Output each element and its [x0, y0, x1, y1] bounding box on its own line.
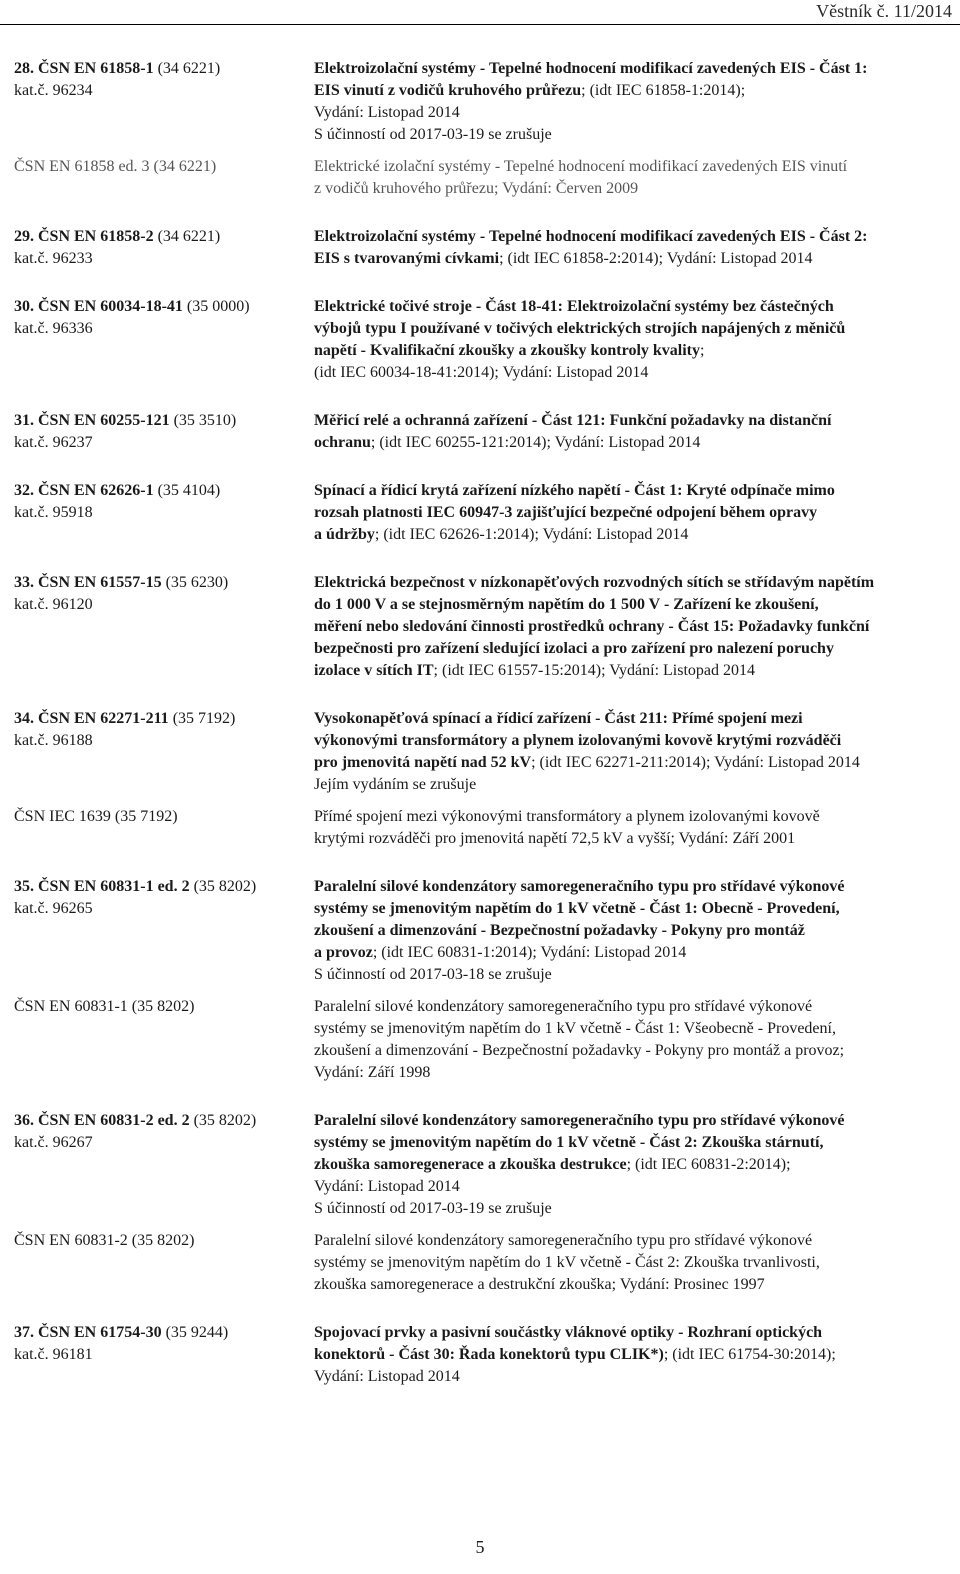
standard-entry — [14, 296, 944, 384]
text-segment: kat.č. 96265 — [14, 900, 93, 917]
text-line — [14, 572, 314, 594]
text-segment: ČSN EN 60831-2 (35 8202) — [14, 1232, 195, 1249]
text-line — [14, 806, 314, 828]
text-segment: ; — [700, 342, 705, 359]
text-segment: (34 6221) — [153, 60, 221, 77]
text-line — [14, 1110, 314, 1132]
text-line — [314, 248, 944, 270]
text-segment: ČSN EN 61858 ed. 3 (34 6221) — [14, 158, 217, 175]
header-divider — [0, 24, 960, 25]
text-segment: kat.č. 96233 — [14, 250, 93, 267]
text-line — [314, 1176, 944, 1198]
text-segment: systémy se jmenovitým napětím do 1 kV včetně - Část 2: Zkouška stárnutí, — [314, 1134, 824, 1151]
text-line — [314, 774, 944, 796]
text-line — [314, 1018, 944, 1040]
text-line — [14, 480, 314, 502]
text-line — [14, 876, 314, 898]
text-line — [314, 124, 944, 146]
standard-title — [314, 708, 944, 796]
text-segment: (35 7192) — [168, 710, 236, 727]
standard-entry — [14, 572, 944, 682]
standard-entry — [14, 226, 944, 270]
text-segment: (35 8202) — [189, 1112, 257, 1129]
text-segment: z vodičů kruhového průřezu; Vydání: Červen 2009 — [314, 180, 639, 197]
standard-title — [314, 806, 944, 850]
standard-title — [314, 410, 944, 454]
text-segment: pro jmenovitá napětí nad 52 kV — [314, 754, 532, 771]
text-line — [314, 296, 944, 318]
new-standard — [14, 58, 944, 146]
text-segment: ; (idt IEC 60831-1:2014); Vydání: Listopad 2014 — [372, 944, 687, 961]
text-segment: ČSN EN 60831-1 (35 8202) — [14, 998, 195, 1015]
text-segment: (35 9244) — [161, 1324, 229, 1341]
text-line — [314, 1110, 944, 1132]
new-standard — [14, 1322, 944, 1388]
standard-entry — [14, 58, 944, 200]
standard-title — [314, 572, 944, 682]
text-line — [314, 616, 944, 638]
standard-designation — [14, 708, 314, 796]
text-segment: kat.č. 96234 — [14, 82, 93, 99]
text-segment: kat.č. 96237 — [14, 434, 93, 451]
new-standard — [14, 296, 944, 384]
standard-entry — [14, 1322, 944, 1388]
new-standard — [14, 708, 944, 796]
text-line — [314, 964, 944, 986]
text-segment: (34 6221) — [153, 228, 221, 245]
text-line — [14, 432, 314, 454]
text-line — [314, 1154, 944, 1176]
text-segment: ; (idt IEC 61858-1:2014); — [581, 82, 746, 99]
text-line — [14, 1132, 314, 1154]
text-segment: kat.č. 96120 — [14, 596, 93, 613]
text-line — [14, 502, 314, 524]
text-segment: zkoušení a dimenzování - Bezpečnostní požadavky - Pokyny pro montáž — [314, 922, 805, 939]
text-segment: 33. ČSN EN 61557-15 — [14, 574, 162, 591]
replaced-standard — [14, 1230, 944, 1296]
standard-designation — [14, 296, 314, 384]
text-segment: Elektrické izolační systémy - Tepelné hodnocení modifikací zavedených EIS vinutí — [314, 158, 848, 175]
text-segment: (35 8202) — [189, 878, 257, 895]
text-segment: S účinností od 2017-03-19 se zrušuje — [314, 126, 552, 143]
replaced-standard — [14, 156, 944, 200]
text-segment: (35 6230) — [161, 574, 229, 591]
text-segment: Paralelní silové kondenzátory samoregeneračního typu pro střídavé výkonové — [314, 998, 813, 1015]
text-segment: napětí - Kvalifikační zkoušky a zkoušky kontroly kvality — [314, 342, 700, 359]
standard-designation — [14, 1322, 314, 1388]
text-line — [314, 752, 944, 774]
standard-designation — [14, 410, 314, 454]
text-segment: ; (idt IEC 62626-1:2014); Vydání: Listopad 2014 — [374, 526, 689, 543]
text-line — [314, 410, 944, 432]
text-line — [14, 226, 314, 248]
text-segment: kat.č. 96336 — [14, 320, 93, 337]
text-segment: Elektroizolační systémy - Tepelné hodnocení modifikací zavedených EIS - Část 2: — [314, 228, 868, 245]
text-line — [314, 524, 944, 546]
text-segment: rozsah platnosti IEC 60947-3 zajišťující bezpečné odpojení během opravy — [314, 504, 818, 521]
standard-title — [314, 1322, 944, 1388]
text-line — [14, 156, 314, 178]
text-line — [314, 1252, 944, 1274]
text-segment: 35. ČSN EN 60831-1 ed. 2 — [14, 878, 190, 895]
text-segment: Vysokonapěťová spínací a řídicí zařízení - Část 211: Přímé spojení mezi — [314, 710, 803, 727]
text-line — [314, 156, 944, 178]
new-standard — [14, 572, 944, 682]
text-segment: Paralelní silové kondenzátory samoregeneračního typu pro střídavé výkonové — [314, 1232, 813, 1249]
text-line — [314, 432, 944, 454]
text-line — [314, 942, 944, 964]
text-line — [314, 996, 944, 1018]
text-segment: 30. ČSN EN 60034-18-41 — [14, 298, 183, 315]
text-segment: 29. ČSN EN 61858-2 — [14, 228, 154, 245]
text-segment: ; (idt IEC 61858-2:2014); Vydání: Listopad 2014 — [499, 250, 813, 267]
text-segment: Vydání: Září 1998 — [314, 1064, 431, 1081]
standard-title — [314, 156, 944, 200]
text-segment: krytými rozváděči pro jmenovitá napětí 72,5 kV a vyšší; Vydání: Září 2001 — [314, 830, 796, 847]
text-line — [314, 730, 944, 752]
text-line — [314, 1366, 944, 1388]
journal-header: Věstník č. 11/2014 — [816, 1, 952, 21]
text-line — [314, 178, 944, 200]
text-line — [314, 1344, 944, 1366]
text-line — [14, 898, 314, 920]
text-line — [314, 806, 944, 828]
standard-title — [314, 480, 944, 546]
new-standard — [14, 1110, 944, 1220]
text-line — [14, 296, 314, 318]
text-line — [14, 730, 314, 752]
text-line — [314, 80, 944, 102]
text-segment: izolace v sítích IT — [314, 662, 434, 679]
text-line — [314, 502, 944, 524]
text-segment: 31. ČSN EN 60255-121 — [14, 412, 170, 429]
text-line — [314, 1230, 944, 1252]
text-segment: systémy se jmenovitým napětím do 1 kV včetně - Část 1: Všeobecně - Provedení, — [314, 1020, 836, 1037]
page-number: 5 — [475, 1537, 485, 1557]
text-segment: (idt IEC 60034-18-41:2014); Vydání: Listopad 2014 — [314, 364, 649, 381]
text-segment: zkouška samoregenerace a destrukční zkouška; Vydání: Prosinec 1997 — [314, 1276, 765, 1293]
standard-designation — [14, 226, 314, 270]
replaced-standard — [14, 996, 944, 1084]
text-line — [314, 660, 944, 682]
standard-designation — [14, 1110, 314, 1220]
text-segment: zkouška samoregenerace a zkouška destrukce — [314, 1156, 627, 1173]
standard-designation — [14, 480, 314, 546]
text-segment: výbojů typu I používané v točivých elektrických strojích napájených z měničů — [314, 320, 846, 337]
text-segment: ČSN IEC 1639 (35 7192) — [14, 808, 178, 825]
standard-designation — [14, 996, 314, 1084]
replaced-standard — [14, 806, 944, 850]
standard-title — [314, 226, 944, 270]
text-line — [314, 828, 944, 850]
text-line — [314, 102, 944, 124]
text-line — [314, 876, 944, 898]
standard-title — [314, 58, 944, 146]
standard-title — [314, 296, 944, 384]
text-segment: 37. ČSN EN 61754-30 — [14, 1324, 162, 1341]
text-line — [14, 1230, 314, 1252]
text-segment: ochranu — [314, 434, 371, 451]
text-segment: ; (idt IEC 61557-15:2014); Vydání: Listopad 2014 — [433, 662, 756, 679]
text-segment: Elektrická bezpečnost v nízkonapěťových rozvodných sítích se střídavým napětím — [314, 574, 875, 591]
text-segment: S účinností od 2017-03-18 se zrušuje — [314, 966, 552, 983]
text-segment: Vydání: Listopad 2014 — [314, 104, 460, 121]
text-segment: ; (idt IEC 62271-211:2014); Vydání: Listopad 2014 — [531, 754, 860, 771]
text-segment: Vydání: Listopad 2014 — [314, 1178, 460, 1195]
text-segment: systémy se jmenovitým napětím do 1 kV včetně - Část 1: Obecně - Provedení, — [314, 900, 840, 917]
text-segment: kat.č. 95918 — [14, 504, 93, 521]
text-segment: kat.č. 96267 — [14, 1134, 93, 1151]
text-segment: bezpečnosti pro zařízení sledující izolaci a pro zařízení pro nalezení poruchy — [314, 640, 834, 657]
text-segment: Paralelní silové kondenzátory samoregeneračního typu pro střídavé výkonové — [314, 878, 845, 895]
standard-designation — [14, 876, 314, 986]
text-segment: Elektrické točivé stroje - Část 18-41: Elektroizolační systémy bez částečných — [314, 298, 834, 315]
text-segment: (35 3510) — [169, 412, 237, 429]
standard-designation — [14, 806, 314, 850]
text-segment: a údržby — [314, 526, 375, 543]
new-standard — [14, 480, 944, 546]
text-segment: ; (idt IEC 60255-121:2014); Vydání: Listopad 2014 — [370, 434, 701, 451]
text-line — [14, 1322, 314, 1344]
standard-title — [314, 996, 944, 1084]
text-line — [14, 58, 314, 80]
standard-title — [314, 1230, 944, 1296]
standard-entry — [14, 1110, 944, 1296]
standard-title — [314, 876, 944, 986]
text-line — [14, 410, 314, 432]
text-segment: Jejím vydáním se zrušuje — [314, 776, 477, 793]
standard-designation — [14, 156, 314, 200]
text-line — [314, 1198, 944, 1220]
text-segment: 28. ČSN EN 61858-1 — [14, 60, 154, 77]
text-line — [314, 1274, 944, 1296]
text-segment: ; (idt IEC 61754-30:2014); — [663, 1346, 836, 1363]
text-line — [14, 80, 314, 102]
text-line — [314, 708, 944, 730]
text-line — [314, 1322, 944, 1344]
standard-entry — [14, 708, 944, 850]
text-segment: kat.č. 96181 — [14, 1346, 93, 1363]
text-segment: (35 4104) — [153, 482, 221, 499]
standard-designation — [14, 1230, 314, 1296]
text-segment: 34. ČSN EN 62271-211 — [14, 710, 169, 727]
text-segment: Vydání: Listopad 2014 — [314, 1368, 460, 1385]
text-line — [314, 1040, 944, 1062]
text-line — [314, 58, 944, 80]
text-line — [314, 920, 944, 942]
text-line — [14, 708, 314, 730]
text-line — [14, 318, 314, 340]
text-line — [314, 226, 944, 248]
text-line — [314, 318, 944, 340]
text-segment: systémy se jmenovitým napětím do 1 kV včetně - Část 2: Zkouška trvanlivosti, — [314, 1254, 820, 1271]
text-segment: 32. ČSN EN 62626-1 — [14, 482, 154, 499]
text-segment: ; (idt IEC 60831-2:2014); — [626, 1156, 791, 1173]
text-segment: do 1 000 V a se stejnosměrným napětím do 1 500 V - Zařízení ke zkoušení, — [314, 596, 819, 613]
standard-designation — [14, 58, 314, 146]
text-line — [314, 572, 944, 594]
standard-entry — [14, 480, 944, 546]
text-segment: zkoušení a dimenzování - Bezpečnostní požadavky - Pokyny pro montáž a provoz; — [314, 1042, 845, 1059]
text-segment: EIS vinutí z vodičů kruhového průřezu — [314, 82, 582, 99]
text-line — [314, 480, 944, 502]
text-line — [314, 898, 944, 920]
standard-entry — [14, 876, 944, 1084]
text-line — [314, 1132, 944, 1154]
text-segment: Spojovací prvky a pasivní součástky vláknové optiky - Rozhraní optických — [314, 1324, 823, 1341]
text-line — [14, 248, 314, 270]
text-segment: Spínací a řídicí krytá zařízení nízkého napětí - Část 1: Kryté odpínače mimo — [314, 482, 835, 499]
text-segment: (35 0000) — [182, 298, 250, 315]
text-segment: konektorů - Část 30: Řada konektorů typu CLIK*) — [314, 1346, 664, 1363]
text-line — [314, 638, 944, 660]
text-line — [14, 594, 314, 616]
text-segment: Paralelní silové kondenzátory samoregeneračního typu pro střídavé výkonové — [314, 1112, 845, 1129]
standards-list — [14, 58, 944, 1414]
text-segment: kat.č. 96188 — [14, 732, 93, 749]
text-line — [14, 996, 314, 1018]
text-line — [314, 594, 944, 616]
text-segment: měření nebo sledování činnosti prostředků ochrany - Část 15: Požadavky funkční — [314, 618, 870, 635]
new-standard — [14, 876, 944, 986]
text-segment: Elektroizolační systémy - Tepelné hodnocení modifikací zavedených EIS - Část 1: — [314, 60, 868, 77]
text-line — [314, 362, 944, 384]
text-segment: 36. ČSN EN 60831-2 ed. 2 — [14, 1112, 190, 1129]
text-line — [314, 1062, 944, 1084]
text-line — [314, 340, 944, 362]
text-segment: Měřicí relé a ochranná zařízení - Část 121: Funkční požadavky na distanční — [314, 412, 832, 429]
standard-designation — [14, 572, 314, 682]
text-segment: výkonovými transformátory a plynem izolovanými kovově krytými rozváděči — [314, 732, 842, 749]
text-segment: S účinností od 2017-03-19 se zrušuje — [314, 1200, 552, 1217]
text-segment: a provoz — [314, 944, 373, 961]
standard-title — [314, 1110, 944, 1220]
text-line — [14, 1344, 314, 1366]
text-segment: Přímé spojení mezi výkonovými transformátory a plynem izolovanými kovově — [314, 808, 820, 825]
new-standard — [14, 226, 944, 270]
standard-entry — [14, 410, 944, 454]
new-standard — [14, 410, 944, 454]
text-segment: EIS s tvarovanými cívkami — [314, 250, 500, 267]
